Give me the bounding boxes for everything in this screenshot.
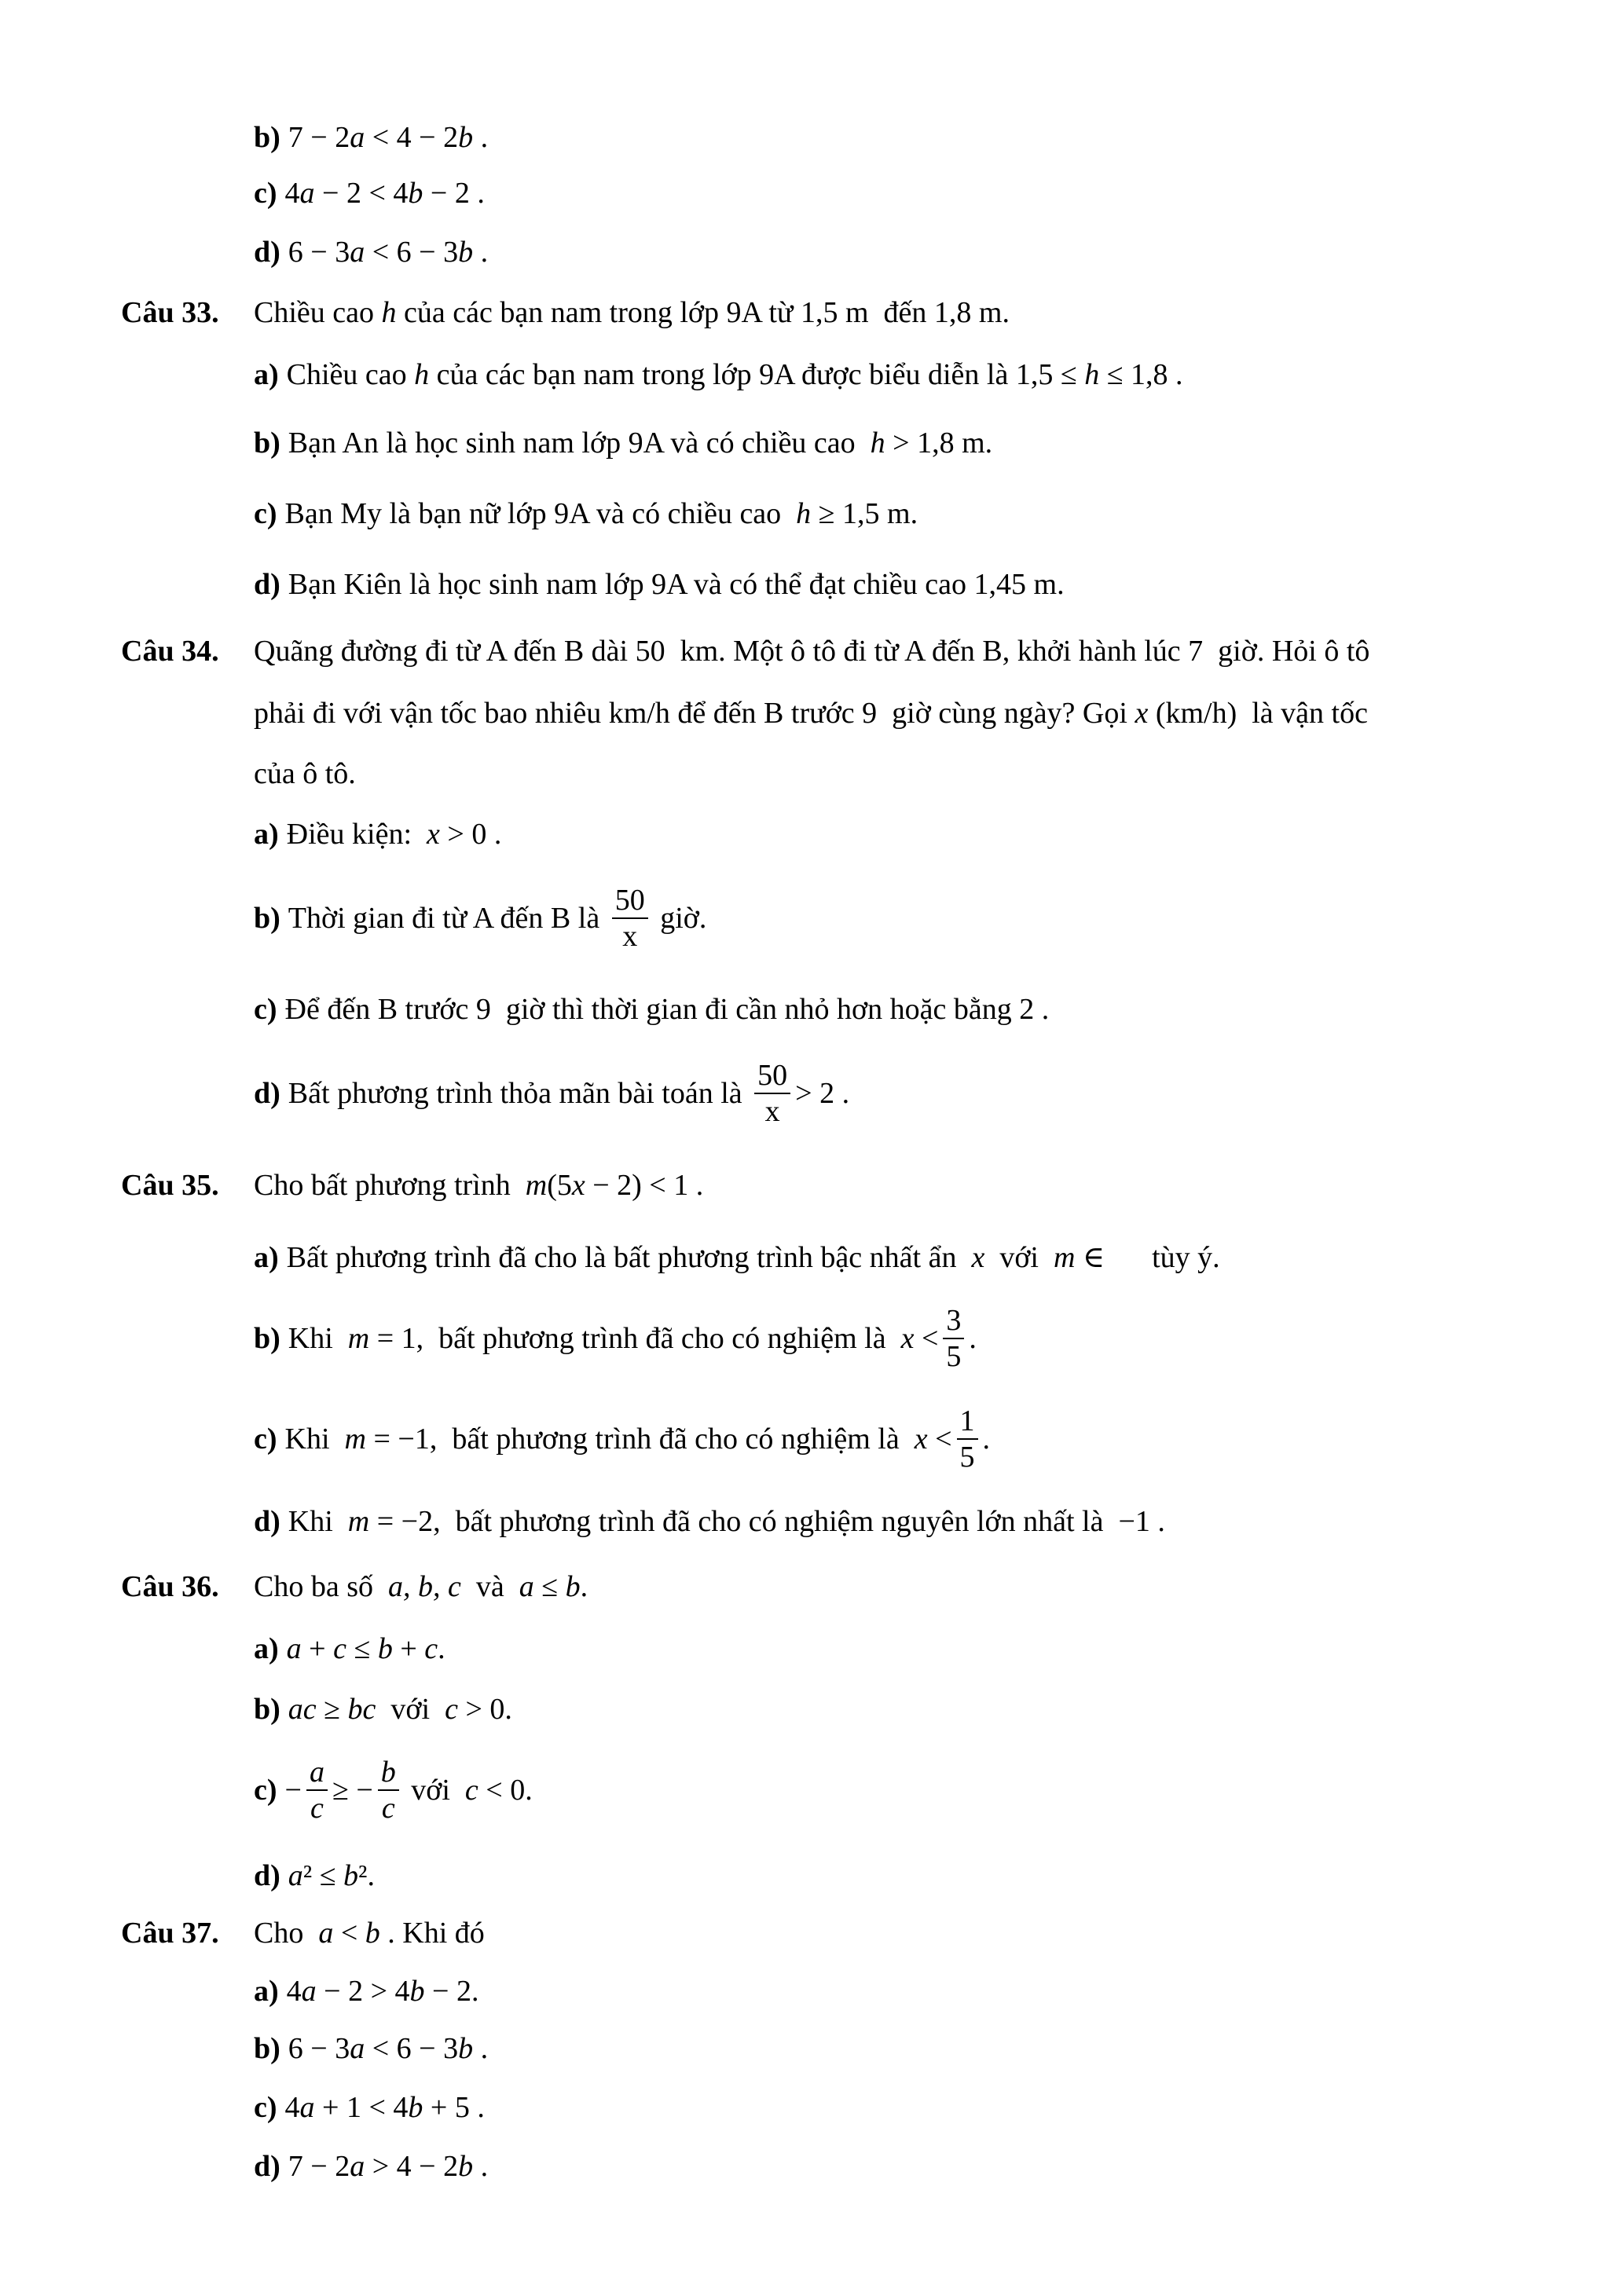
answer-line <box>254 1960 478 2023</box>
text-segment: b <box>458 2032 474 2066</box>
option-label: d) <box>254 1505 280 1539</box>
option-label: b) <box>254 1692 280 1726</box>
answer-line <box>254 343 1183 406</box>
text-segment: Để đến B trước 9 giờ thì thời gian đi cần nhỏ hơn hoặc bằng 2 . <box>284 993 1050 1027</box>
numerator: 3 <box>943 1303 964 1339</box>
answer-line <box>254 803 501 866</box>
option-label: d) <box>254 2150 280 2184</box>
text-segment: m <box>1053 1240 1076 1274</box>
text-segment: . <box>473 236 489 269</box>
text-segment: . Khi đó <box>379 1917 485 1950</box>
denominator: c <box>310 1792 324 1825</box>
answer-line <box>254 1059 850 1129</box>
text-segment: 4 <box>286 1974 302 2008</box>
text-segment: − <box>284 1774 302 1807</box>
text-segment: Bạn An là học sinh nam lớp 9A và có chiều cao <box>288 426 871 460</box>
text-segment: . <box>580 1569 588 1603</box>
text-segment: b <box>565 1569 581 1603</box>
option-label: d) <box>254 1077 280 1111</box>
text-segment: h <box>796 496 812 530</box>
text-segment: b <box>458 120 474 154</box>
text-segment: c <box>333 1631 346 1665</box>
text-segment: Cho ba số <box>254 1569 388 1603</box>
question-number: Câu 35. <box>121 1168 219 1202</box>
text-segment: Thời gian đi từ A đến B là <box>288 901 607 935</box>
text-segment: x <box>914 1423 928 1456</box>
text-segment: ac <box>288 1692 317 1726</box>
answer-line <box>254 883 707 953</box>
text-segment: < <box>927 1423 952 1456</box>
text-segment: x <box>900 1322 915 1356</box>
option-label: a) <box>254 1631 279 1665</box>
question-heading <box>121 281 1010 344</box>
question-heading <box>121 1902 485 1965</box>
text-segment: a <box>350 2150 365 2184</box>
question-heading <box>121 620 1369 683</box>
text-segment: = −2, bất phương trình đã cho có nghiệm nguyên lớn nhất là −1 . <box>369 1505 1165 1539</box>
text-segment: Khi <box>288 1505 348 1539</box>
text-segment: (km/h) là vận tốc <box>1148 696 1368 730</box>
text-segment: − 2 > 4 <box>316 1974 410 2008</box>
option-label: b) <box>254 2032 280 2066</box>
text-segment: h <box>1084 358 1100 392</box>
text-segment: = 1, bất phương trình đã cho có nghiệm là <box>369 1322 901 1356</box>
text-segment: với <box>376 1692 445 1726</box>
option-label: c) <box>254 993 277 1027</box>
text-segment: 7 − 2 <box>288 2150 350 2184</box>
answer-line <box>254 1226 1220 1289</box>
answer-line <box>254 682 1368 745</box>
text-segment: a, b, c <box>388 1569 461 1603</box>
text-segment: > 4 − 2 <box>365 2150 459 2184</box>
text-segment: bc <box>347 1692 376 1726</box>
option-label: b) <box>254 1322 280 1356</box>
answer-line <box>254 1844 375 1907</box>
text-segment: − 2. <box>424 1974 479 2008</box>
answer-line <box>254 1678 512 1741</box>
text-segment: c <box>424 1631 438 1665</box>
denominator: c <box>381 1792 395 1825</box>
text-segment: > 1,8 m. <box>885 426 993 460</box>
text-segment: của ô tô. <box>254 756 356 790</box>
denominator: x <box>622 919 638 953</box>
text-segment: . <box>473 2150 489 2184</box>
text-segment: m <box>525 1168 548 1202</box>
option-label: c) <box>254 1774 277 1807</box>
answer-line <box>254 1617 445 1680</box>
fraction <box>612 883 648 954</box>
text-segment: b <box>408 177 423 211</box>
text-segment: < 0. <box>478 1774 533 1807</box>
text-segment: h <box>414 358 430 392</box>
text-segment: > 2 . <box>795 1077 850 1111</box>
denominator: 5 <box>959 1441 975 1474</box>
option-label: c) <box>254 1423 277 1456</box>
text-segment: h <box>870 426 885 460</box>
fraction <box>378 1755 399 1825</box>
text-segment: < 6 − 3 <box>365 2032 459 2066</box>
numerator: a <box>306 1755 328 1791</box>
text-segment: . <box>473 2032 489 2066</box>
text-segment: + <box>301 1631 334 1665</box>
answer-line <box>254 1490 1165 1553</box>
text-segment: ≤ 1,8 . <box>1099 358 1183 392</box>
text-segment: của các bạn nam trong lớp 9A được biểu diễn là 1,5 ≤ <box>429 358 1085 392</box>
option-label: b) <box>254 120 280 154</box>
text-segment: . <box>982 1423 991 1456</box>
text-segment: 4 <box>284 177 300 211</box>
text-segment: c <box>445 1692 458 1726</box>
question-number: Câu 36. <box>121 1569 219 1603</box>
text-segment: a <box>288 1859 303 1893</box>
text-segment: của các bạn nam trong lớp 9A từ 1,5 m đến 1,8 m. <box>396 296 1010 330</box>
text-segment: 7 − 2 <box>288 120 350 154</box>
text-segment: a <box>350 236 365 269</box>
answer-line <box>254 162 485 225</box>
text-segment: a <box>318 1917 334 1950</box>
text-segment: b <box>409 1974 425 2008</box>
option-label: d) <box>254 236 280 269</box>
text-segment: < 4 − 2 <box>365 120 459 154</box>
text-segment: Điều kiện: <box>286 817 427 851</box>
text-segment: phải đi với vận tốc bao nhiêu km/h để đến B trước 9 giờ cùng ngày? Gọi <box>254 696 1135 730</box>
option-label: a) <box>254 358 279 392</box>
text-segment: + 5 . <box>423 2091 485 2125</box>
text-segment: . <box>969 1322 977 1356</box>
text-segment: ² ≤ <box>302 1859 344 1893</box>
text-segment: . <box>438 1631 445 1665</box>
text-segment: b <box>365 1917 380 1950</box>
text-segment: + <box>392 1631 425 1665</box>
option-label: c) <box>254 2091 277 2125</box>
option-label: b) <box>254 901 280 935</box>
text-segment: Bạn My là bạn nữ lớp 9A và có chiều cao <box>284 496 797 530</box>
text-segment: tùy ý. <box>1152 1240 1220 1274</box>
numerator: 1 <box>957 1404 978 1440</box>
text-segment: − 2 < 4 <box>314 177 409 211</box>
question-heading <box>121 1154 703 1217</box>
option-label: c) <box>254 177 277 211</box>
fraction <box>957 1404 978 1474</box>
text-segment: ∈ <box>1075 1240 1105 1274</box>
numerator: b <box>378 1755 399 1791</box>
text-segment: 6 − 3 <box>288 236 350 269</box>
answer-line <box>254 553 1065 616</box>
text-segment: 4 <box>284 2091 300 2125</box>
answer-line <box>254 742 356 805</box>
text-segment: − 2) < 1 . <box>585 1168 704 1202</box>
answer-line <box>254 2135 488 2198</box>
option-label: a) <box>254 1974 279 2008</box>
question-number: Câu 37. <box>121 1917 219 1950</box>
option-label: b) <box>254 426 280 460</box>
text-segment: = −1, bất phương trình đã cho có nghiệm là <box>365 1423 915 1456</box>
text-segment: và <box>460 1569 519 1603</box>
answer-line <box>254 978 1049 1041</box>
text-segment: ≥ <box>316 1692 348 1726</box>
text-segment: (5 <box>547 1168 572 1202</box>
answer-line <box>254 482 918 545</box>
answer-line <box>254 221 488 284</box>
text-segment: Bạn Kiên là học sinh nam lớp 9A và có thể đạt chiều cao 1,45 m. <box>288 568 1065 602</box>
text-segment: . <box>473 120 489 154</box>
text-segment: Chiều cao <box>286 358 415 392</box>
option-label: a) <box>254 1240 279 1274</box>
text-segment: < 6 − 3 <box>365 236 459 269</box>
text-segment: x <box>1135 696 1149 730</box>
text-segment: h <box>381 296 397 330</box>
denominator: 5 <box>946 1340 962 1374</box>
text-segment: Khi <box>284 1423 345 1456</box>
text-segment: < <box>914 1322 939 1356</box>
text-segment: 6 − 3 <box>288 2032 350 2066</box>
text-segment: > 0 . <box>439 817 502 851</box>
text-segment: ². <box>358 1859 375 1893</box>
text-segment: với <box>403 1774 465 1807</box>
numerator: 50 <box>612 883 648 919</box>
text-segment: a <box>299 177 315 211</box>
fraction <box>306 1755 328 1825</box>
text-segment: − 2 . <box>423 177 485 211</box>
text-segment: > 0. <box>457 1692 512 1726</box>
text-segment: ≥ − <box>332 1774 373 1807</box>
text-segment: Chiều cao <box>254 296 382 330</box>
denominator: x <box>764 1095 780 1129</box>
answer-line <box>254 106 488 169</box>
text-segment: Cho bất phương trình <box>254 1168 526 1202</box>
text-segment: + 1 < 4 <box>314 2091 409 2125</box>
text-segment: x <box>427 817 440 851</box>
text-segment: < <box>333 1917 365 1950</box>
answer-line <box>254 1404 991 1474</box>
text-segment: m <box>347 1322 370 1356</box>
question-number: Câu 33. <box>121 296 219 330</box>
text-segment: x <box>571 1168 585 1202</box>
text-segment: a <box>350 2032 365 2066</box>
text-segment: b <box>408 2091 423 2125</box>
option-label: d) <box>254 568 280 602</box>
text-segment: c <box>464 1774 478 1807</box>
text-segment: ≥ 1,5 m. <box>811 496 918 530</box>
text-segment: Bất phương trình thỏa mãn bài toán là <box>288 1077 750 1111</box>
text-segment: Quãng đường đi từ A đến B dài 50 km. Một ô tô đi từ A đến B, khởi hành lúc 7 giờ. Hỏi ô tô <box>254 634 1370 668</box>
option-label: c) <box>254 496 277 530</box>
option-label: a) <box>254 817 279 851</box>
text-segment: Bất phương trình đã cho là bất phương trình bậc nhất ẩn <box>286 1240 972 1274</box>
text-segment: ≤ <box>346 1631 378 1665</box>
text-segment: với <box>984 1240 1054 1274</box>
question-number: Câu 34. <box>121 634 219 668</box>
text-segment: giờ. <box>652 901 707 935</box>
answer-line <box>254 2017 488 2080</box>
answer-line <box>254 1304 977 1374</box>
text-segment: a <box>301 1974 317 2008</box>
answer-line <box>254 1756 533 1825</box>
text-segment: m <box>344 1423 366 1456</box>
text-segment: a <box>519 1569 534 1603</box>
text-segment: b <box>458 236 474 269</box>
fraction <box>943 1303 964 1374</box>
option-label: d) <box>254 1859 280 1893</box>
text-segment: x <box>971 1240 985 1274</box>
text-segment: a <box>286 1631 302 1665</box>
text-segment: a <box>299 2091 315 2125</box>
text-segment: b <box>343 1859 359 1893</box>
text-segment: m <box>347 1505 370 1539</box>
question-heading <box>121 1555 588 1618</box>
text-segment: b <box>458 2150 474 2184</box>
answer-line <box>254 412 992 474</box>
fraction <box>754 1058 790 1129</box>
text-segment: b <box>377 1631 393 1665</box>
text-segment: a <box>350 120 365 154</box>
text-segment: Khi <box>288 1322 348 1356</box>
answer-line <box>254 2076 485 2139</box>
text-segment: ≤ <box>533 1569 566 1603</box>
numerator: 50 <box>754 1058 790 1094</box>
text-segment: Cho <box>254 1917 319 1950</box>
